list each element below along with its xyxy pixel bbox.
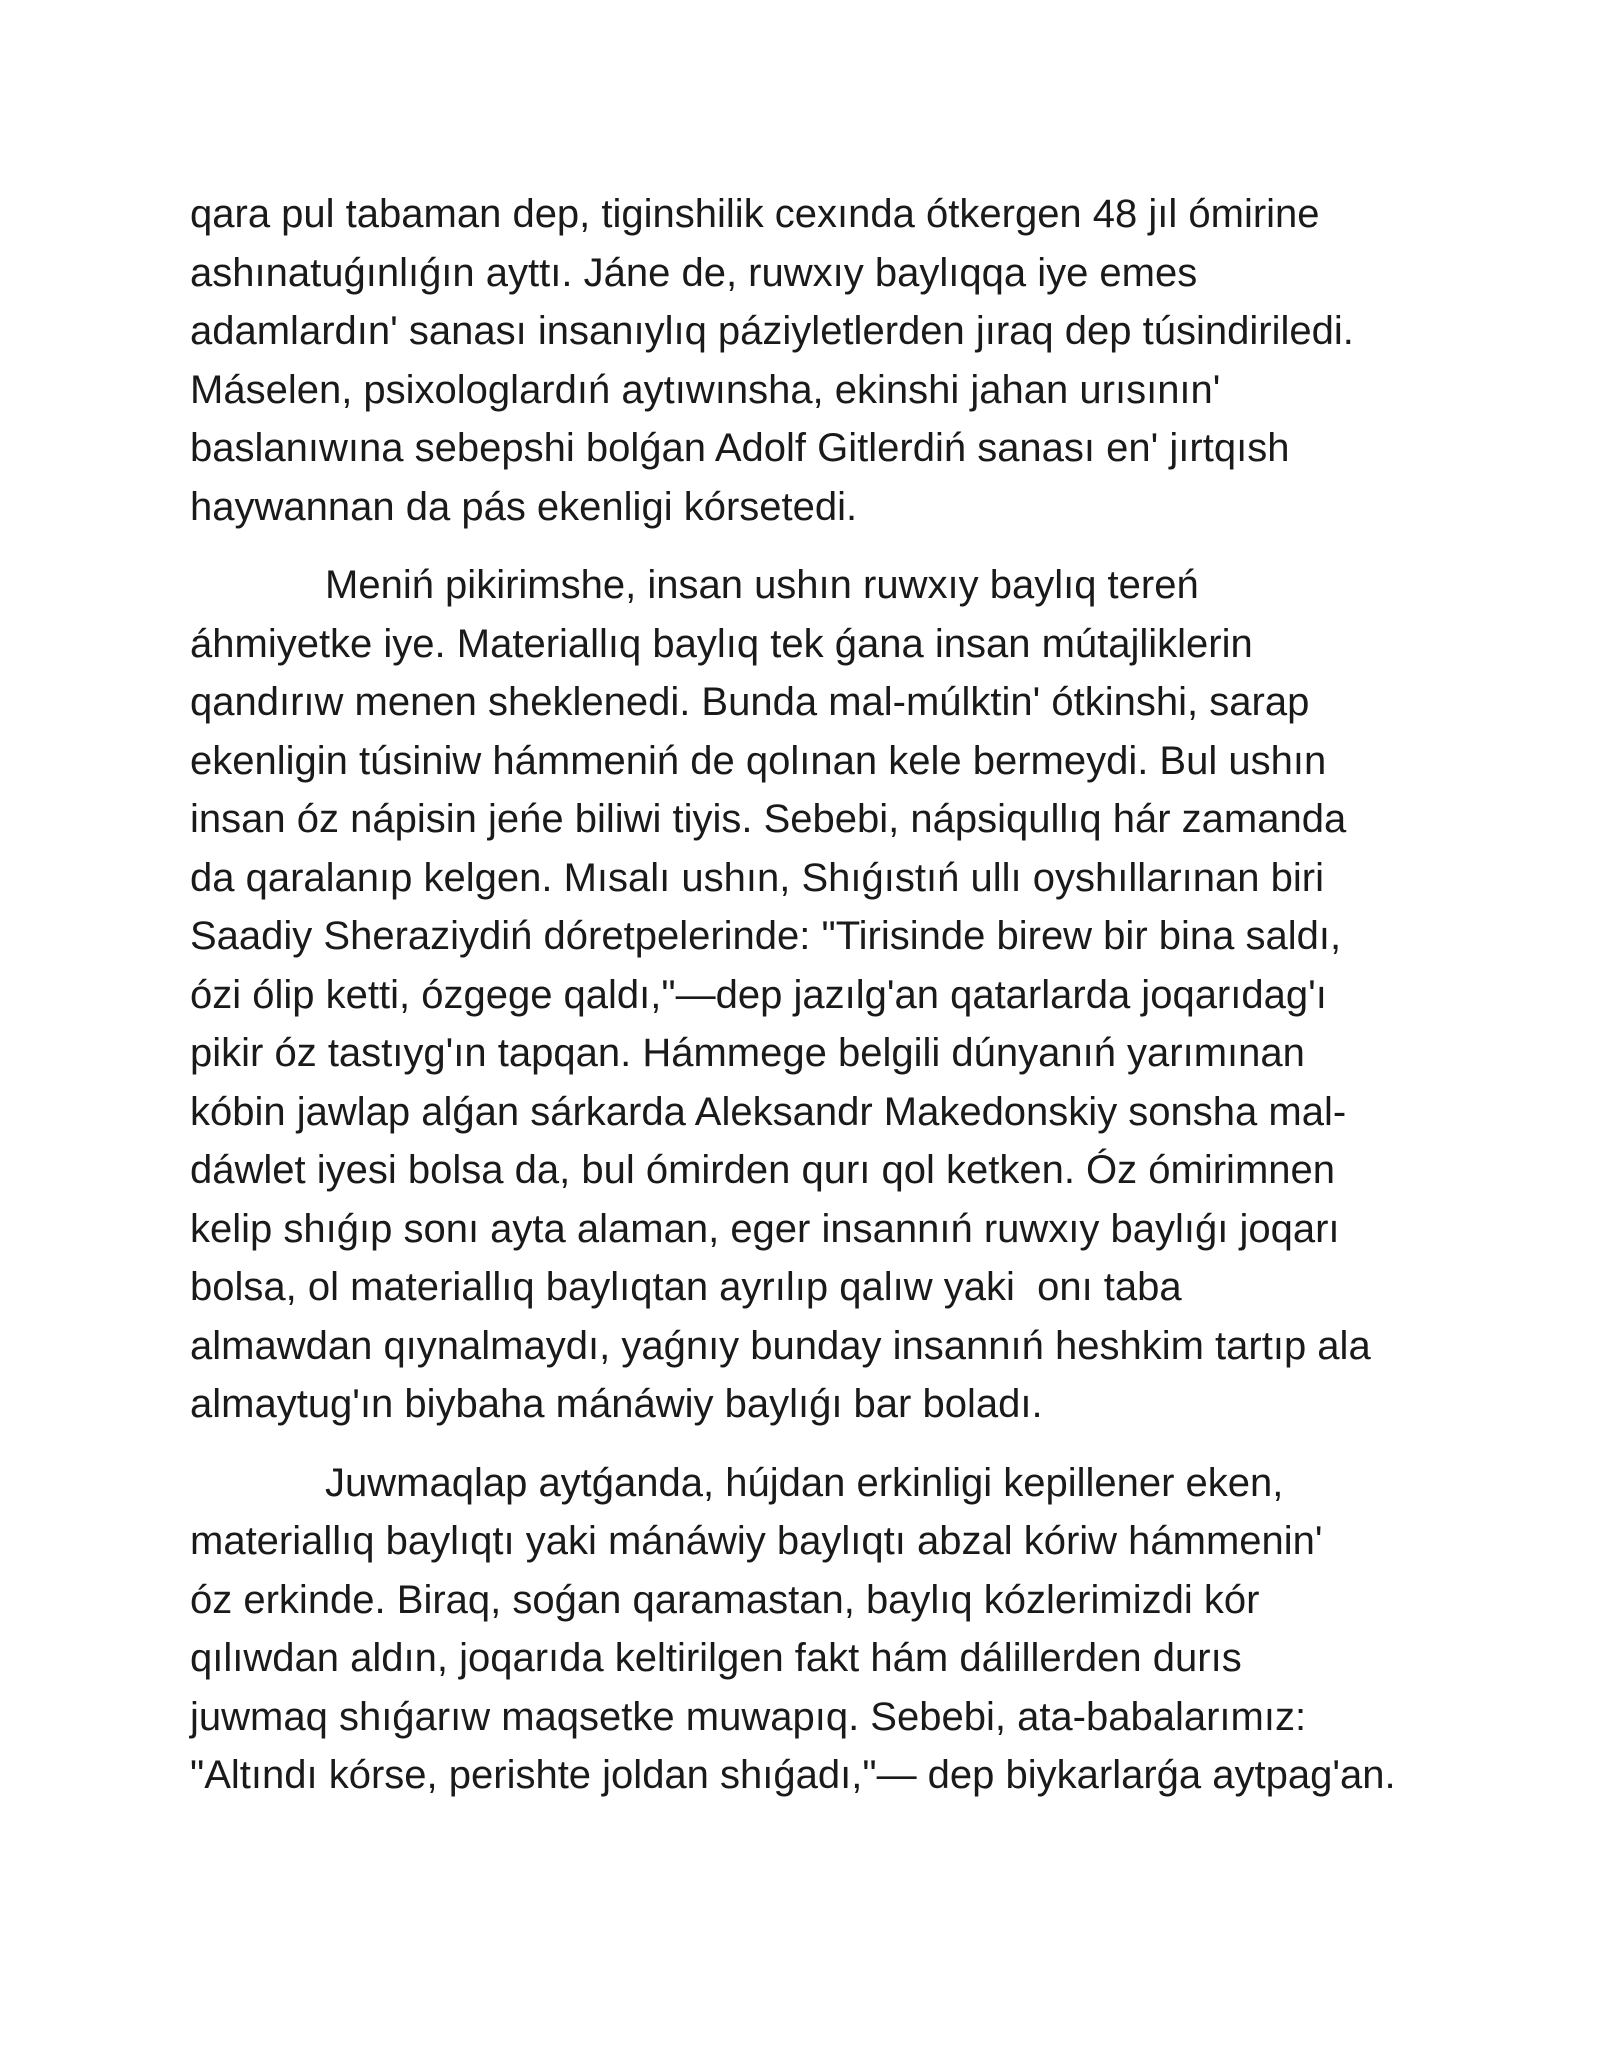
- text-line: juwmaq shıǵarıw maqsetke muwapıq. Sebebi, ata-babalarımız:: [190, 1694, 1307, 1739]
- text-line: Máselen, psixologlardıń aytıwınsha, ekinshi jahan urısının': [190, 367, 1221, 412]
- text-line: ekenligin túsiniw hámmeniń de qolınan kele bermeydi. Bul ushın: [190, 738, 1327, 783]
- paragraph-spacer: [190, 536, 1430, 556]
- text-line: bolsa, ol materiallıq baylıqtan ayrılıp qalıw yaki onı taba: [190, 1265, 1182, 1309]
- text-line: da qaralanıp kelgen. Mısalı ushın, Shıǵıstıń ullı oyshıllarınan biri: [190, 855, 1324, 900]
- text-line: ózi ólip ketti, ózgege qaldı,"—dep jazılg'an qatarlarda joqarıdag'ı: [190, 972, 1327, 1017]
- text-line: qara pul tabaman dep, tiginshilik cexında ótkergen 48 jıl ómirine: [190, 192, 1320, 236]
- text-line: Meniń pikirimshe, insan ushın ruwxıy baylıq tereń: [325, 563, 1199, 607]
- text-line: adamlardın' sanası insanıylıq páziyletlerden jıraq dep túsindiriledi.: [190, 309, 1354, 353]
- text-line: insan óz nápisin jeńe biliwi tiyis. Sebebi, nápsiqullıq hár zamanda: [190, 797, 1347, 841]
- document-body: [190, 185, 1430, 1805]
- paragraph-3: [190, 1454, 1430, 1805]
- text-line: qandırıw menen sheklenedi. Bunda mal-múlktin' ótkinshi, sarap: [190, 680, 1310, 724]
- text-line: baslanıwına sebepshi bolǵan Adolf Gitlerdiń sanası en' jırtqısh: [190, 426, 1290, 470]
- paragraph-spacer: [190, 1434, 1430, 1454]
- text-line: almaytug'ın biybaha mánáwiy baylıǵı bar boladı.: [190, 1382, 1043, 1426]
- text-line: ashınatuǵınlıǵın ayttı. Jáne de, ruwxıy baylıqqa iye emes: [190, 250, 1198, 295]
- text-line: "Altındı kórse, perishte joldan shıǵadı,"— dep biykarlarǵa aytpag'an.: [190, 1753, 1396, 1797]
- text-line: materiallıq baylıqtı yaki mánáwiy baylıqtı abzal kóriw hámmenin': [190, 1519, 1323, 1563]
- text-line: almawdan qıynalmaydı, yaǵnıy bunday insannıń heshkim tartıp ala: [190, 1323, 1371, 1368]
- text-line: pikir óz tastıyg'ın tapqan. Hámmege belgili dúnyanıń yarımınan: [190, 1031, 1305, 1075]
- text-line: haywannan da pás ekenligi kórsetedi.: [190, 484, 858, 529]
- text-line: kelip shıǵıp sonı ayta alaman, eger insannıń ruwxıy baylıǵı joqarı: [190, 1206, 1340, 1251]
- text-line: qılıwdan aldın, joqarıda keltirilgen fakt hám dálillerden durıs: [190, 1636, 1242, 1680]
- paragraph-2: [190, 556, 1430, 1434]
- paragraph-1: [190, 185, 1430, 536]
- text-line: kóbin jawlap alǵan sárkarda Aleksandr Makedonskiy sonsha mal-: [190, 1089, 1347, 1134]
- text-line: Saadiy Sheraziydiń dóretpelerinde: "Tirisinde birew bir bina saldı,: [190, 914, 1342, 958]
- text-line: Juwmaqlap aytǵanda, hújdan erkinligi kepillener eken,: [325, 1460, 1284, 1505]
- text-line: áhmiyetke iye. Materiallıq baylıq tek ǵana insan mútajliklerin: [190, 621, 1253, 666]
- text-line: óz erkinde. Biraq, soǵan qaramastan, baylıq kózlerimizdi kór: [190, 1577, 1260, 1622]
- text-line: dáwlet iyesi bolsa da, bul ómirden qurı qol ketken. Óz ómirimnen: [190, 1148, 1335, 1192]
